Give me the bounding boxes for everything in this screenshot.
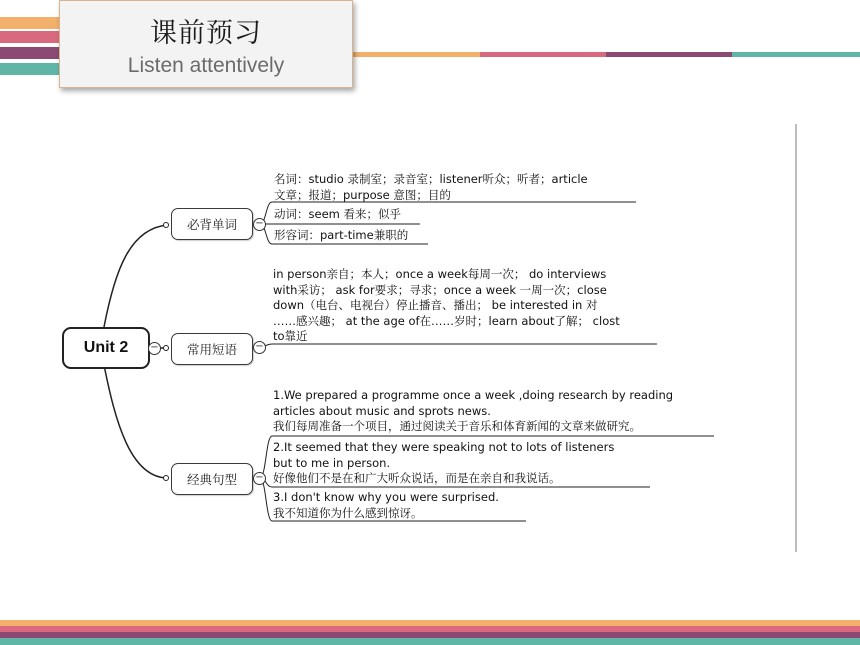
leaf-verbs: 动词：seem 看来；似乎 [274, 207, 401, 221]
leaf-adjectives: 形容词：part-time兼职的 [274, 228, 409, 242]
collapse-root-icon[interactable]: − [148, 342, 161, 355]
leaf-sentence-3: 3.I don't know why you were surprised. 我不知道你为什么感到惊讶。 [273, 490, 499, 520]
leaf-sentence-1: 1.We prepared a programme once a week ,doing research by reading articles about music and sprots news. 我们每周准备一个项目，通过阅读关于音乐和体育新闻的文章来做研究。 [273, 388, 674, 433]
mindmap-root[interactable]: Unit 2 [62, 327, 150, 369]
collapse-branch-phrases-icon[interactable]: − [253, 341, 266, 354]
leaf-sentence-2: 2.It seemed that they were speaking not to lots of listeners but to me in person. 好像他们不是在和广大听众说话，而是在亲自和我说话。 [273, 440, 615, 485]
branch-must-recite-words[interactable]: 必背单词 [171, 208, 253, 240]
branch-classic-sentences[interactable]: 经典句型 [171, 463, 253, 495]
page-subtitle: Listen attentively [127, 54, 285, 77]
page-title: 课前预习 [150, 18, 262, 49]
branch-common-phrases[interactable]: 常用短语 [171, 333, 253, 365]
leaf-nouns: 名词：studio 录制室；录音室；listener听众；听者；article 文章；报道；purpose 意图；目的 [274, 172, 588, 202]
decor-bottom-teal [0, 638, 860, 645]
collapse-branch-sentences-icon[interactable]: − [253, 472, 266, 485]
collapse-branch-words-icon[interactable]: − [253, 218, 266, 231]
leaf-phrases: in person亲自；本人；once a week每周一次； do interviews with采访； ask for要求；寻求；once a week 一周一次；close down（电台、电视台）停止播音、播出； be interested in 对 ……感兴趣； at the age of在……岁时；learn about了解； clost to靠近 [273, 267, 620, 343]
